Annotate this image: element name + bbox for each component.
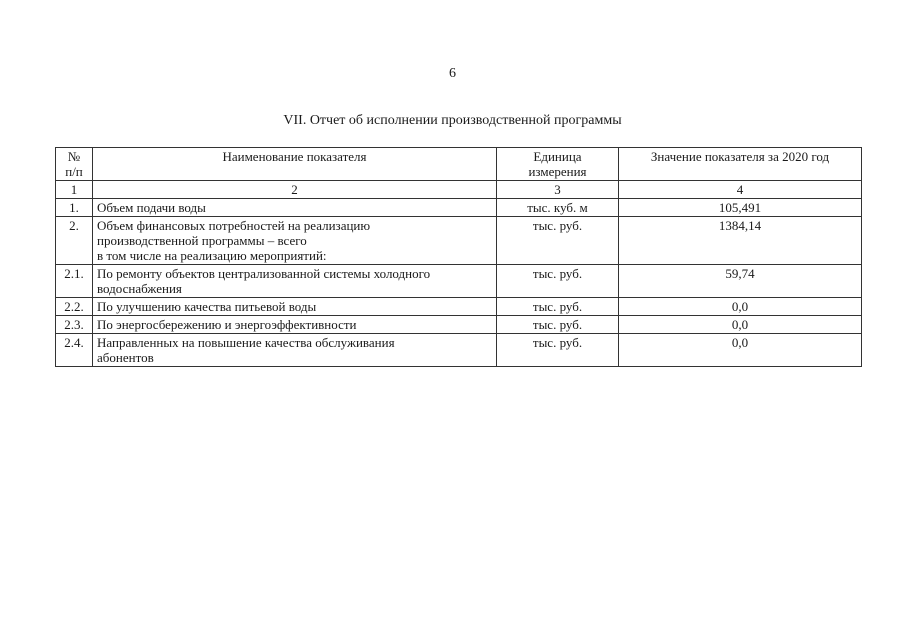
row-name-line: производственной программы – всего [97, 233, 307, 248]
row-name-line: водоснабжения [97, 281, 182, 296]
row-unit: тыс. руб. [497, 217, 619, 265]
row-unit: тыс. куб. м [497, 199, 619, 217]
header-row [56, 148, 862, 181]
row-value: 1384,14 [619, 217, 862, 265]
row-name-line: По ремонту объектов централизованной системы холодного [97, 266, 431, 281]
header-num [56, 148, 93, 181]
row-number: 2. [56, 217, 93, 265]
row-unit: тыс. руб. [497, 298, 619, 316]
table-row [56, 298, 862, 316]
row-number: 1. [56, 199, 93, 217]
row-value: 0,0 [619, 334, 862, 367]
header-num-line: п/п [65, 164, 83, 179]
row-name-line: По энергосбережению и энергоэффективности [97, 317, 357, 332]
column-number: 2 [93, 181, 497, 199]
row-unit: тыс. руб. [497, 316, 619, 334]
row-unit: тыс. руб. [497, 334, 619, 367]
row-name [93, 217, 497, 265]
table-row [56, 316, 862, 334]
table-row [56, 217, 862, 265]
row-number: 2.4. [56, 334, 93, 367]
row-name-line: в том числе на реализацию мероприятий: [97, 248, 327, 263]
header-unit-line: Единица [533, 149, 582, 164]
column-number: 1 [56, 181, 93, 199]
row-name-line: По улучшению качества питьевой воды [97, 299, 317, 314]
column-number: 4 [619, 181, 862, 199]
column-number: 3 [497, 181, 619, 199]
header-unit [497, 148, 619, 181]
row-name [93, 334, 497, 367]
header-value: Значение показателя за 2020 год [619, 148, 862, 181]
row-name-line: Направленных на повышение качества обслуживания [97, 335, 395, 350]
row-value: 105,491 [619, 199, 862, 217]
row-unit: тыс. руб. [497, 265, 619, 298]
row-value: 59,74 [619, 265, 862, 298]
row-value: 0,0 [619, 298, 862, 316]
row-number: 2.1. [56, 265, 93, 298]
row-name-line: Объем подачи воды [97, 200, 206, 215]
table-row [56, 265, 862, 298]
header-name: Наименование показателя [93, 148, 497, 181]
section-heading: VII. Отчет об исполнении производственной программы [283, 113, 622, 128]
report-table [55, 147, 862, 367]
row-name [93, 298, 497, 316]
row-name-line: Объем финансовых потребностей на реализацию [97, 218, 371, 233]
row-number: 2.2. [56, 298, 93, 316]
header-unit-line: измерения [528, 164, 587, 179]
header-num-line: № [67, 149, 81, 164]
column-number-row [56, 181, 862, 199]
page-number: 6 [449, 66, 456, 81]
row-name-line: абонентов [97, 350, 154, 365]
table-row [56, 199, 862, 217]
row-name [93, 265, 497, 298]
row-name [93, 316, 497, 334]
row-value: 0,0 [619, 316, 862, 334]
table-row [56, 334, 862, 367]
row-name [93, 199, 497, 217]
row-number: 2.3. [56, 316, 93, 334]
